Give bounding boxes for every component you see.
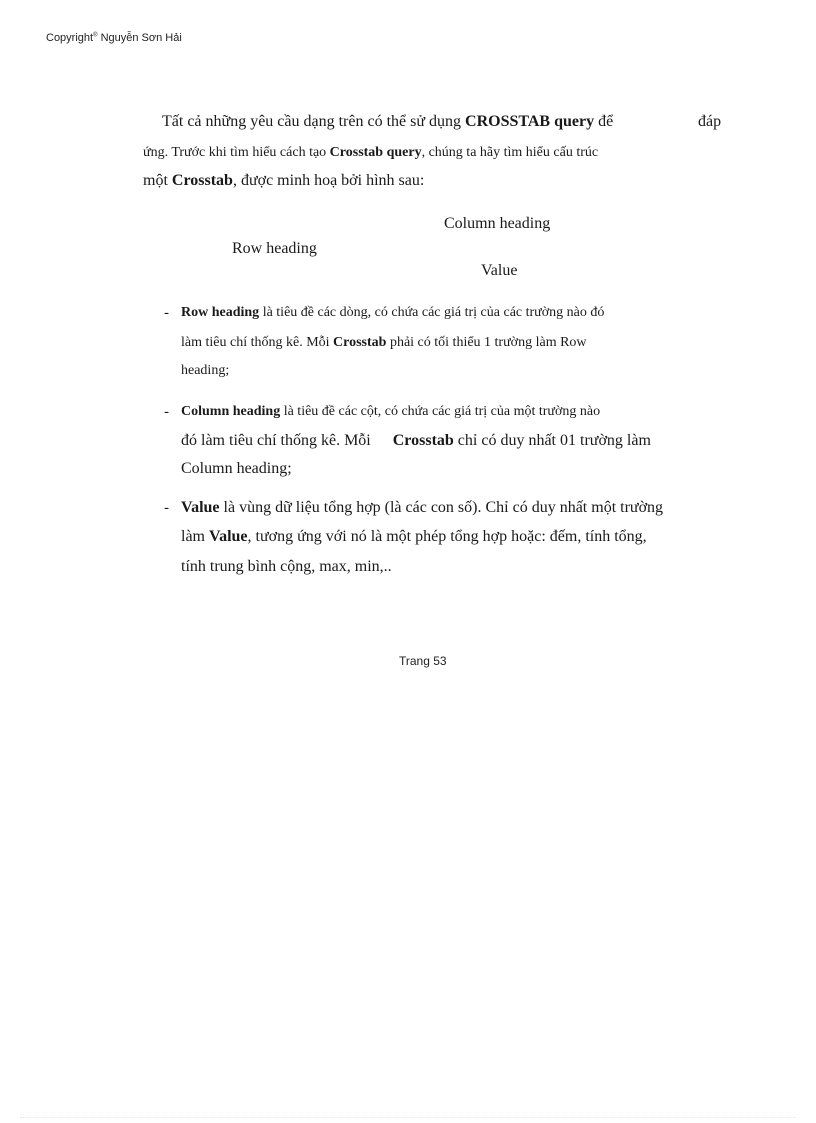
bullet-1-line-3: heading;: [181, 363, 230, 378]
bullet-text: chỉ có duy nhất 01 trường làm: [457, 432, 651, 449]
bullet-2-line-3: Column heading;: [181, 460, 292, 477]
intro-text: ứng. Trước khi tìm hiểu cách tạo: [143, 145, 327, 160]
bullet-text: làm tiêu chí thống kê. Mỗi: [181, 335, 330, 350]
bullet-3-line-2: [181, 528, 647, 546]
intro-line-1-end: [698, 113, 721, 131]
bullet-bold-term: Crosstab: [333, 335, 387, 350]
intro-line-1: [162, 113, 613, 131]
bullet-text: làm: [181, 528, 205, 545]
bullet-term: Column heading: [181, 404, 281, 419]
copyright-label: Copyright: [46, 32, 94, 44]
bullet-2-line-1: [181, 404, 600, 420]
intro-bold-term: Crosstab: [171, 172, 233, 189]
author-name: Nguyễn Sơn Hải: [100, 32, 182, 44]
intro-line-3: [143, 172, 424, 190]
bullet-term: Row heading: [181, 305, 260, 320]
bullet-2-line-2: [181, 432, 651, 450]
bullet-marker: -: [164, 404, 169, 420]
figure-column-heading-label: Column heading: [444, 215, 551, 232]
bullet-text: đó làm tiêu chí thống kê. Mỗi: [181, 432, 371, 449]
page-header: [46, 32, 182, 44]
bullet-bold-term: Crosstab: [392, 432, 454, 449]
bullet-3-line-3: tính trung bình cộng, max, min,..: [181, 558, 392, 575]
intro-bold-term: Crosstab query: [329, 145, 422, 160]
intro-line-2: [143, 145, 598, 161]
intro-text: đáp: [698, 113, 722, 130]
intro-text: , được minh hoạ bởi hình sau:: [232, 172, 425, 189]
page-bottom-divider: [20, 1117, 796, 1118]
bullet-text: phải có tối thiểu 1 trường làm Row: [389, 335, 587, 350]
intro-text: , chúng ta hãy tìm hiểu cấu trúc: [421, 145, 599, 160]
intro-text: để: [598, 113, 614, 130]
bullet-text: là tiêu đề các cột, có chứa các giá trị của một trường nào: [283, 404, 601, 419]
bullet-text: là tiêu đề các dòng, có chứa các giá trị của các trường nào đó: [262, 305, 605, 320]
bullet-1-line-2: [181, 335, 587, 351]
intro-bold-term: CROSSTAB query: [465, 113, 595, 130]
intro-text: một: [143, 172, 168, 189]
page-number: Trang 53: [399, 654, 447, 668]
registered-mark: ®: [93, 32, 98, 39]
bullet-text: , tương ứng với nó là một phép tổng hợp hoặc: đếm, tính tổng,: [247, 528, 647, 545]
bullet-text: là vùng dữ liệu tổng hợp (là các con số). Chỉ có duy nhất một trường: [223, 499, 664, 516]
bullet-marker: -: [164, 305, 169, 321]
bullet-bold-term: Value: [209, 528, 248, 545]
intro-text: Tất cả những yêu cầu dạng trên có thể sử dụng: [162, 113, 462, 130]
bullet-marker: -: [164, 500, 169, 516]
figure-value-label: Value: [481, 262, 518, 279]
figure-row-heading-label: Row heading: [232, 240, 317, 257]
bullet-3-line-1: [181, 499, 663, 517]
bullet-term: Value: [181, 499, 220, 516]
bullet-1-line-1: [181, 305, 604, 321]
